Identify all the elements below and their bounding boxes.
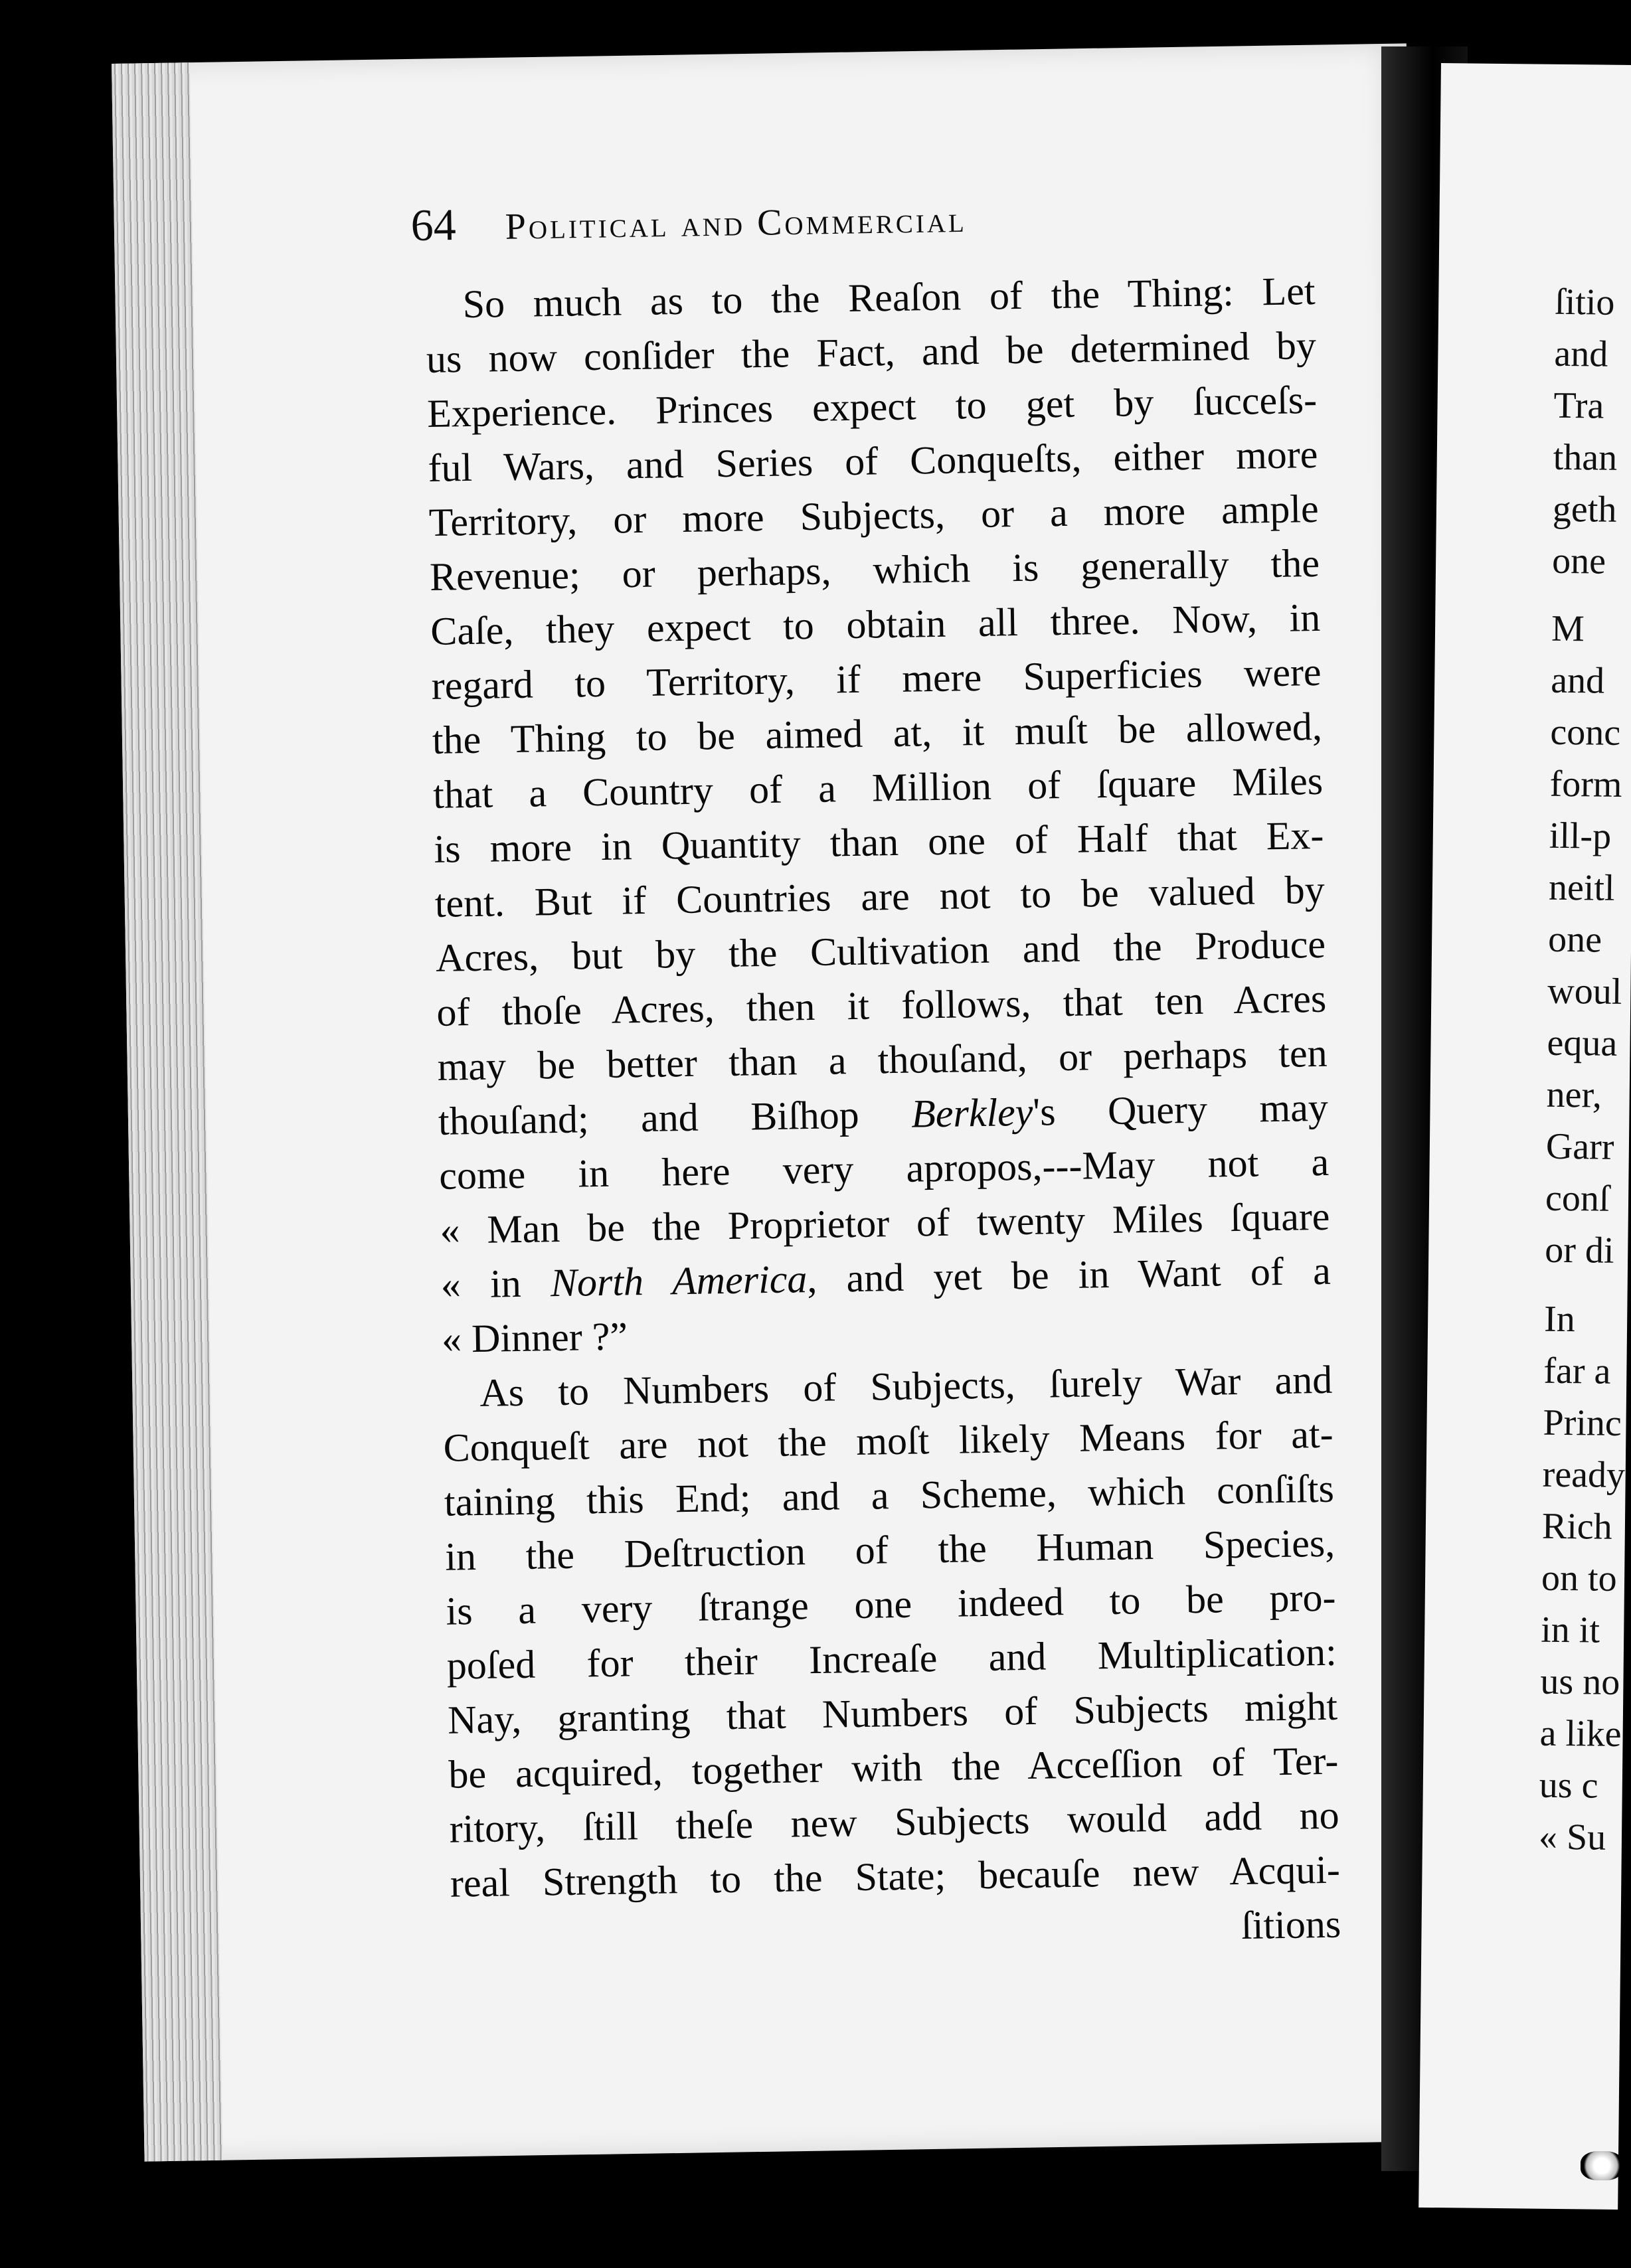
text-line: the Thing to be aimed at, it muſt be allowed, bbox=[432, 704, 1323, 762]
facing-page-line: conc bbox=[1550, 711, 1621, 754]
text-line: is more in Quantity than one of Half that Ex- bbox=[434, 813, 1324, 871]
facing-page-line: one bbox=[1551, 540, 1606, 582]
catchword: ſitions bbox=[1241, 1902, 1341, 1947]
text-line: Acres, but by the Cultivation and the Produce bbox=[435, 922, 1326, 980]
text-line: « in North America, and yet be in Want of a bbox=[440, 1248, 1331, 1307]
text-line: Revenue; or perhaps, which is generally the bbox=[429, 540, 1320, 599]
text-line: real Strength to the State; becauſe new Acqui- bbox=[450, 1847, 1341, 1905]
facing-page-line: than bbox=[1553, 436, 1618, 479]
text-line: taining this End; and a Scheme, which conſiſts bbox=[444, 1466, 1335, 1524]
facing-page-line: ready bbox=[1542, 1453, 1626, 1497]
text-line: regard to Territory, if mere Superficies were bbox=[431, 649, 1322, 708]
text-line: poſed for their Increaſe and Multiplication: bbox=[446, 1629, 1337, 1688]
text-line: that a Country of a Million of ſquare Miles bbox=[432, 758, 1324, 817]
facing-page-line: or di bbox=[1544, 1229, 1614, 1271]
running-head-title: Political and Commercial bbox=[505, 199, 968, 248]
facing-page-line: equa bbox=[1547, 1022, 1618, 1064]
facing-page-line: form bbox=[1549, 763, 1622, 805]
text-line: As to Numbers of Subjects, ſurely War and bbox=[479, 1357, 1333, 1415]
text-line: us now conſider the Fact, and be determined by bbox=[426, 323, 1317, 381]
facing-page-line: one bbox=[1547, 918, 1602, 961]
facing-page-line: ner, bbox=[1546, 1074, 1602, 1116]
facing-page-line: Tra bbox=[1553, 384, 1604, 427]
text-line: Experience. Princes expect to get by ſucceſs- bbox=[426, 377, 1318, 436]
facing-page-line: geth bbox=[1552, 488, 1617, 530]
facing-page-line: M bbox=[1551, 608, 1585, 650]
facing-page-line: ill-p bbox=[1549, 815, 1612, 857]
facing-page-line: us c bbox=[1539, 1764, 1598, 1807]
text-line: may be better than a thouſand, or perhaps ten bbox=[437, 1030, 1328, 1089]
facing-page-line: and bbox=[1550, 659, 1605, 702]
facing-page-line: Garr bbox=[1545, 1125, 1614, 1168]
text-line: Conqueſt are not the moſt likely Means for at- bbox=[443, 1412, 1334, 1470]
facing-page-line: In bbox=[1543, 1298, 1576, 1340]
text-line: « Man be the Proprietor of twenty Miles ſquare bbox=[440, 1194, 1330, 1252]
text-line: Nay, granting that Numbers of Subjects might bbox=[447, 1684, 1338, 1742]
facing-page bbox=[1418, 63, 1631, 2210]
facing-page-line: neitl bbox=[1548, 866, 1615, 909]
text-line: ful Wars, and Series of Conqueſts, either more bbox=[427, 432, 1318, 490]
text-line: of thoſe Acres, then it follows, that ten Acres bbox=[436, 976, 1327, 1034]
text-line: thouſand; and Biſhop Berkley's Query may bbox=[438, 1085, 1329, 1143]
text-line: in the Deſtruction of the Human Species, bbox=[444, 1520, 1335, 1579]
facing-page-line: conſ bbox=[1545, 1177, 1610, 1220]
facing-page-line: « Su bbox=[1538, 1816, 1606, 1858]
facing-page-line: ſitio bbox=[1554, 281, 1615, 323]
text-line: So much as to the Reaſon of the Thing: Let bbox=[462, 268, 1316, 327]
library-stamp bbox=[1581, 2151, 1623, 2180]
text-line: Territory, or more Subjects, or a more ample bbox=[428, 486, 1320, 544]
facing-page-line: woul bbox=[1547, 970, 1622, 1012]
text-line: « Dinner ?” bbox=[441, 1314, 628, 1361]
text-line: Caſe, they expect to obtain all three. Now, in bbox=[430, 595, 1321, 653]
facing-page-line: a like bbox=[1539, 1712, 1622, 1755]
body-text bbox=[425, 264, 1341, 1965]
facing-page-line: far a bbox=[1543, 1350, 1611, 1392]
facing-page-line: us no bbox=[1540, 1660, 1620, 1703]
text-line: be acquired, together with the Acceſſion of Ter- bbox=[448, 1738, 1339, 1797]
facing-page-line: in it bbox=[1540, 1609, 1600, 1651]
text-line: is a very ſtrange one indeed to be pro- bbox=[446, 1575, 1336, 1633]
facing-page-line: on to bbox=[1541, 1557, 1617, 1599]
text-line: come in here very apropos,---May not a bbox=[438, 1139, 1330, 1198]
text-line: tent. But if Countries are not to be valued by bbox=[434, 867, 1326, 926]
text-line: ritory, ſtill theſe new Subjects would add no bbox=[449, 1793, 1340, 1851]
facing-page-line: and bbox=[1554, 333, 1608, 375]
page-edges bbox=[112, 62, 223, 2161]
page-number: 64 bbox=[410, 199, 457, 250]
facing-page-line: Rich bbox=[1541, 1505, 1613, 1548]
running-head bbox=[410, 191, 967, 252]
facing-page-line: Princ bbox=[1543, 1402, 1622, 1444]
